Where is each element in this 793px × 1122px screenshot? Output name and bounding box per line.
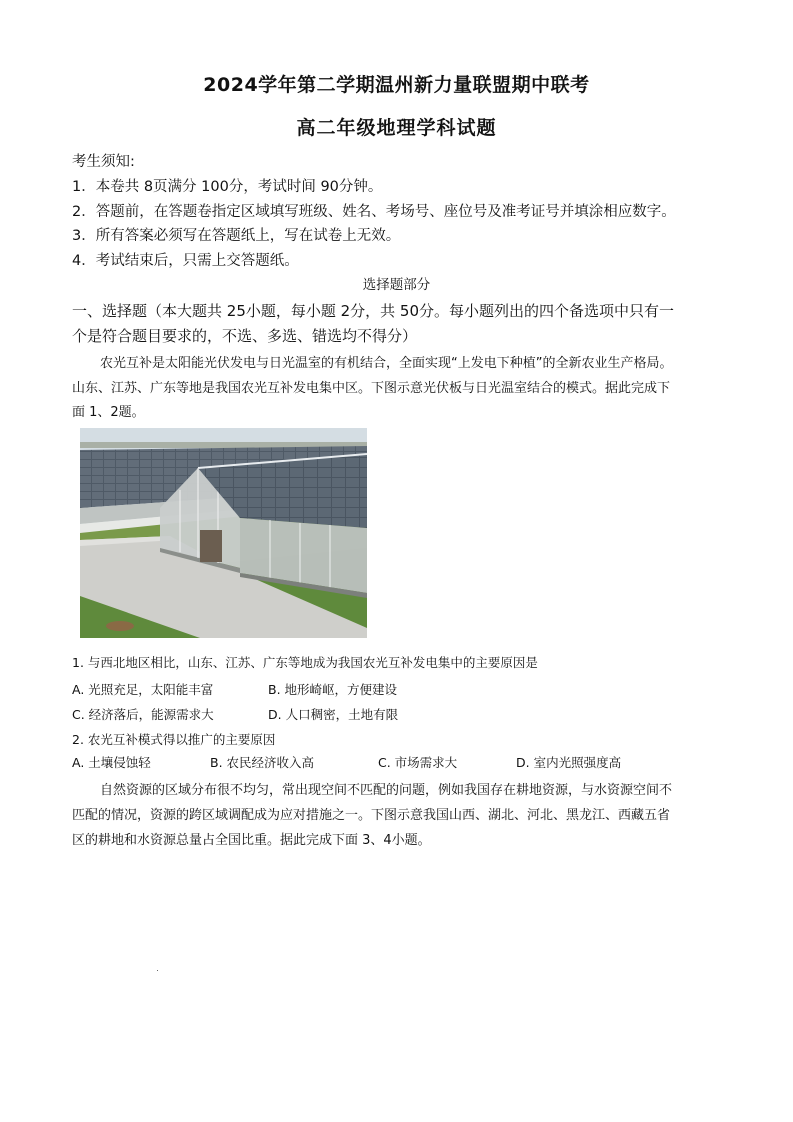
question-1-option-d: D. 人口稠密，土地有限 bbox=[268, 707, 399, 722]
passage1-line-3: 面 1、2题。 bbox=[72, 405, 145, 420]
notice-item-3: 3．所有答案必须写在答题纸上，写在试卷上无效。 bbox=[72, 228, 401, 244]
question-1-option-a: A. 光照充足，太阳能丰富 bbox=[72, 682, 214, 697]
exam-subtitle: 高二年级地理学科试题 bbox=[296, 117, 497, 139]
question-2-option-b: B. 农民经济收入高 bbox=[210, 755, 315, 770]
question-2-option-a: A. 土壤侵蚀轻 bbox=[72, 755, 151, 770]
notice-item-2: 2．答题前，在答题卷指定区域填写班级、姓名、考场号、座位号及准考证号并填涂相应数字。 bbox=[72, 204, 676, 220]
question-1-stem: 1. 与西北地区相比，山东、江苏、广东等地成为我国农光互补发电集中的主要原因是 bbox=[72, 655, 538, 670]
passage2-line-3: 区的耕地和水资源总量占全国比重。据此完成下面 3、4小题。 bbox=[72, 833, 431, 848]
notice-item-4: 4．考试结束后，只需上交答题纸。 bbox=[72, 253, 299, 269]
passage1-line-2: 山东、江苏、广东等地是我国农光互补发电集中区。下图示意光伏板与日光温室结合的模式。据此完成下 bbox=[72, 381, 671, 396]
section-title: 选择题部分 bbox=[362, 277, 431, 293]
notice-item-1: 1．本卷共 8页满分 100分，考试时间 90分钟。 bbox=[72, 179, 383, 195]
greenhouse-photo-illustration bbox=[80, 428, 367, 638]
passage2-line-1: 自然资源的区域分布很不均匀，常出现空间不匹配的问题，例如我国存在耕地资源，与水资源空间不 bbox=[100, 783, 673, 798]
notice-heading: 考生须知: bbox=[72, 154, 135, 170]
section-intro-line-1: 一、选择题（本大题共 25小题，每小题 2分，共 50分。每小题列出的四个备选项中只有一 bbox=[72, 302, 675, 320]
scan-speck bbox=[157, 970, 158, 971]
question-2-option-d: D. 室内光照强度高 bbox=[516, 755, 622, 770]
section-intro-line-2: 个是符合题目要求的，不选、多选、错选均不得分） bbox=[72, 327, 418, 345]
question-2-option-c: C. 市场需求大 bbox=[378, 755, 458, 770]
passage2-line-2: 匹配的情况，资源的跨区域调配成为应对措施之一。下图示意我国山西、湖北、河北、黑龙江、西藏五省 bbox=[72, 808, 671, 823]
question-1-option-b: B. 地形崎岖，方便建设 bbox=[268, 682, 398, 697]
passage1-line-1: 农光互补是太阳能光伏发电与日光温室的有机结合，全面实现“上发电下种植”的全新农业生产格局。 bbox=[100, 356, 673, 371]
question-2-stem: 2. 农光互补模式得以推广的主要原因 bbox=[72, 732, 276, 747]
greenhouse-photo bbox=[80, 428, 367, 638]
exam-title: 2024学年第二学期温州新力量联盟期中联考 bbox=[203, 74, 590, 96]
question-1-option-c: C. 经济落后，能源需求大 bbox=[72, 707, 214, 722]
